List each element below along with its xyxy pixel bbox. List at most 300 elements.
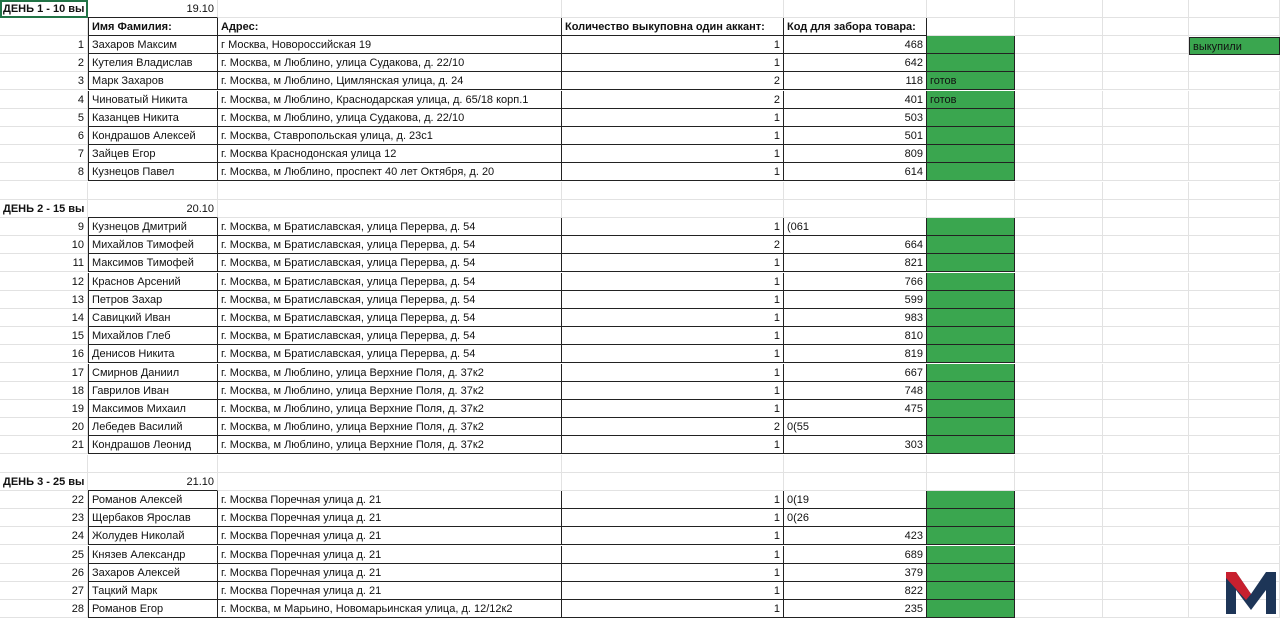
cell-empty[interactable]: [1015, 254, 1103, 272]
cell-quantity[interactable]: 1: [562, 582, 784, 600]
cell-empty[interactable]: [1103, 145, 1189, 163]
cell-empty[interactable]: [784, 473, 927, 491]
cell-empty[interactable]: [1189, 163, 1280, 181]
cell-empty[interactable]: [1189, 473, 1280, 491]
cell-empty[interactable]: [927, 200, 1015, 218]
cell-empty[interactable]: [1015, 18, 1103, 36]
cell-row-number[interactable]: 15: [0, 327, 88, 345]
cell-empty[interactable]: [784, 455, 927, 473]
cell-code[interactable]: 821: [784, 254, 927, 272]
cell-status[interactable]: [927, 36, 1015, 54]
cell-empty[interactable]: [1189, 327, 1280, 345]
cell-address[interactable]: г. Москва, м Люблино, улица Верхние Поля, д. 37к2: [218, 382, 562, 400]
cell-code[interactable]: 401: [784, 91, 927, 109]
cell-status[interactable]: [927, 600, 1015, 618]
cell-empty[interactable]: [1015, 236, 1103, 254]
cell-empty[interactable]: [927, 18, 1015, 36]
cell-quantity[interactable]: 1: [562, 364, 784, 382]
cell-code[interactable]: 614: [784, 163, 927, 181]
cell-code[interactable]: 379: [784, 564, 927, 582]
cell-name[interactable]: Максимов Тимофей: [88, 254, 218, 272]
cell-empty[interactable]: [1189, 72, 1280, 90]
cell-empty[interactable]: [1015, 327, 1103, 345]
cell-row-number[interactable]: 21: [0, 436, 88, 454]
cell-status[interactable]: готов: [927, 72, 1015, 90]
cell-empty[interactable]: [1015, 400, 1103, 418]
cell-empty[interactable]: [1015, 273, 1103, 291]
cell-empty[interactable]: [1015, 364, 1103, 382]
cell-name[interactable]: Чиноватый Никита: [88, 91, 218, 109]
cell-empty[interactable]: [1189, 54, 1280, 72]
cell-empty[interactable]: [562, 455, 784, 473]
cell-empty[interactable]: [1189, 455, 1280, 473]
cell-empty[interactable]: [1103, 0, 1189, 18]
cell-row-number[interactable]: 18: [0, 382, 88, 400]
cell-status[interactable]: [927, 145, 1015, 163]
cell-quantity[interactable]: 2: [562, 418, 784, 436]
cell-empty[interactable]: [1189, 509, 1280, 527]
cell-empty[interactable]: [1015, 72, 1103, 90]
cell-empty[interactable]: [1103, 345, 1189, 363]
cell-empty[interactable]: [1015, 382, 1103, 400]
cell-empty[interactable]: [1103, 109, 1189, 127]
column-header-code[interactable]: Код для забора товара:: [784, 18, 927, 36]
cell-empty[interactable]: [1189, 418, 1280, 436]
cell-empty[interactable]: [562, 200, 784, 218]
cell-address[interactable]: г. Москва Поречная улица д. 21: [218, 491, 562, 509]
cell-empty[interactable]: [1189, 382, 1280, 400]
cell-code[interactable]: 748: [784, 382, 927, 400]
cell-empty[interactable]: [927, 182, 1015, 200]
cell-empty[interactable]: [1189, 273, 1280, 291]
cell-empty[interactable]: [1189, 145, 1280, 163]
cell-address[interactable]: г. Москва, м Братиславская, улица Перерва, д. 54: [218, 291, 562, 309]
cell-address[interactable]: г. Москва, м Люблино, улица Верхние Поля, д. 37к2: [218, 418, 562, 436]
cell-empty[interactable]: [218, 200, 562, 218]
cell-quantity[interactable]: 2: [562, 91, 784, 109]
cell-quantity[interactable]: 1: [562, 127, 784, 145]
cell-empty[interactable]: [1103, 527, 1189, 545]
cell-name[interactable]: Захаров Максим: [88, 36, 218, 54]
cell-address[interactable]: г. Москва, м Братиславская, улица Перерва, д. 54: [218, 236, 562, 254]
cell-status[interactable]: [927, 291, 1015, 309]
cell-address[interactable]: г. Москва, м Люблино, Краснодарская улица, д. 65/18 корп.1: [218, 91, 562, 109]
cell-empty[interactable]: [1015, 309, 1103, 327]
cell-empty[interactable]: [1015, 564, 1103, 582]
cell-empty[interactable]: [1103, 291, 1189, 309]
cell-empty[interactable]: [1103, 127, 1189, 145]
cell-status[interactable]: [927, 109, 1015, 127]
cell-status[interactable]: [927, 527, 1015, 545]
cell-empty[interactable]: [1103, 509, 1189, 527]
cell-code[interactable]: 599: [784, 291, 927, 309]
cell-row-number[interactable]: 27: [0, 582, 88, 600]
cell-empty[interactable]: [1103, 18, 1189, 36]
column-header-address[interactable]: Адрес:: [218, 18, 562, 36]
cell-code[interactable]: 303: [784, 436, 927, 454]
cell-code[interactable]: 822: [784, 582, 927, 600]
cell-empty[interactable]: [1103, 400, 1189, 418]
cell-empty[interactable]: [1189, 345, 1280, 363]
cell-status[interactable]: [927, 327, 1015, 345]
cell-date[interactable]: 19.10: [88, 0, 218, 18]
cell-quantity[interactable]: 1: [562, 509, 784, 527]
cell-empty[interactable]: [784, 182, 927, 200]
cell-name[interactable]: Лебедев Василий: [88, 418, 218, 436]
cell-day-label[interactable]: [0, 455, 88, 473]
cell-status[interactable]: [927, 564, 1015, 582]
cell-empty[interactable]: [1103, 582, 1189, 600]
cell-empty[interactable]: [1103, 382, 1189, 400]
cell-name[interactable]: Кондрашов Алексей: [88, 127, 218, 145]
column-header-name[interactable]: Имя Фамилия:: [88, 18, 218, 36]
cell-empty[interactable]: [1015, 491, 1103, 509]
cell-empty[interactable]: [1015, 473, 1103, 491]
cell-status[interactable]: [927, 127, 1015, 145]
cell-name[interactable]: Кузнецов Павел: [88, 163, 218, 181]
cell-row-number[interactable]: 8: [0, 163, 88, 181]
cell-empty[interactable]: [1103, 491, 1189, 509]
cell-quantity[interactable]: 1: [562, 254, 784, 272]
cell-code[interactable]: 503: [784, 109, 927, 127]
cell-name[interactable]: Смирнов Даниил: [88, 364, 218, 382]
cell-status[interactable]: [927, 491, 1015, 509]
cell-quantity[interactable]: 1: [562, 291, 784, 309]
cell-name[interactable]: Казанцев Никита: [88, 109, 218, 127]
cell-code[interactable]: 819: [784, 345, 927, 363]
cell-address[interactable]: г. Москва, м Марьино, Новомарьинская улица, д. 12/12к2: [218, 600, 562, 618]
cell-empty[interactable]: [1015, 163, 1103, 181]
cell-address[interactable]: г. Москва Поречная улица д. 21: [218, 582, 562, 600]
cell-quantity[interactable]: 1: [562, 600, 784, 618]
cell-empty[interactable]: [218, 182, 562, 200]
cell-code[interactable]: 766: [784, 273, 927, 291]
cell-date[interactable]: 20.10: [88, 200, 218, 218]
cell-row-number[interactable]: 1: [0, 36, 88, 54]
cell-row-number[interactable]: 17: [0, 364, 88, 382]
cell-date[interactable]: 21.10: [88, 473, 218, 491]
cell-empty[interactable]: [927, 455, 1015, 473]
cell-quantity[interactable]: 1: [562, 436, 784, 454]
cell-empty[interactable]: [562, 473, 784, 491]
cell-row-number[interactable]: 19: [0, 400, 88, 418]
cell-empty[interactable]: [1103, 473, 1189, 491]
cell-status[interactable]: [927, 364, 1015, 382]
cell-address[interactable]: г. Москва, м Люблино, улица Судакова, д. 22/10: [218, 109, 562, 127]
cell-quantity[interactable]: 1: [562, 564, 784, 582]
cell-empty[interactable]: [1189, 436, 1280, 454]
cell-status[interactable]: готов: [927, 91, 1015, 109]
cell-row-number[interactable]: 5: [0, 109, 88, 127]
cell-empty[interactable]: [1189, 309, 1280, 327]
cell-name[interactable]: Романов Алексей: [88, 491, 218, 509]
cell-quantity[interactable]: 2: [562, 236, 784, 254]
cell-empty[interactable]: [562, 182, 784, 200]
cell-empty[interactable]: [1189, 91, 1280, 109]
cell-empty[interactable]: [927, 0, 1015, 18]
cell-name[interactable]: Кутелия Владислав: [88, 54, 218, 72]
cell-code[interactable]: 667: [784, 364, 927, 382]
cell-empty[interactable]: [1103, 218, 1189, 236]
cell-empty[interactable]: [1103, 327, 1189, 345]
cell-empty[interactable]: [1103, 455, 1189, 473]
cell-name[interactable]: Кондрашов Леонид: [88, 436, 218, 454]
cell-quantity[interactable]: 1: [562, 345, 784, 363]
cell-code[interactable]: 689: [784, 546, 927, 564]
cell-address[interactable]: г. Москва Краснодонская улица 12: [218, 145, 562, 163]
legend-done-cell[interactable]: выкупили: [1189, 37, 1280, 55]
cell-name[interactable]: Гаврилов Иван: [88, 382, 218, 400]
cell-empty[interactable]: [1189, 200, 1280, 218]
cell-address[interactable]: г. Москва, м Братиславская, улица Перерва, д. 54: [218, 273, 562, 291]
cell-empty[interactable]: [1189, 400, 1280, 418]
cell-empty[interactable]: [1189, 109, 1280, 127]
cell-status[interactable]: [927, 546, 1015, 564]
cell-empty[interactable]: [1189, 0, 1280, 18]
cell-empty[interactable]: [1189, 182, 1280, 200]
cell-address[interactable]: г. Москва, м Братиславская, улица Перерва, д. 54: [218, 327, 562, 345]
cell-empty[interactable]: [1015, 455, 1103, 473]
cell-day-label[interactable]: [0, 182, 88, 200]
cell-quantity[interactable]: 1: [562, 273, 784, 291]
cell-status[interactable]: [927, 254, 1015, 272]
cell-code[interactable]: 642: [784, 54, 927, 72]
cell-code[interactable]: 423: [784, 527, 927, 545]
cell-empty[interactable]: [784, 0, 927, 18]
cell-quantity[interactable]: 1: [562, 36, 784, 54]
cell-quantity[interactable]: 1: [562, 491, 784, 509]
cell-empty[interactable]: [1189, 491, 1280, 509]
cell-status[interactable]: [927, 582, 1015, 600]
cell-empty[interactable]: [1103, 600, 1189, 618]
cell-name[interactable]: Михайлов Тимофей: [88, 236, 218, 254]
cell-quantity[interactable]: 1: [562, 382, 784, 400]
cell-quantity[interactable]: 1: [562, 145, 784, 163]
cell-status[interactable]: [927, 436, 1015, 454]
cell-empty[interactable]: [1103, 72, 1189, 90]
cell-quantity[interactable]: 1: [562, 327, 784, 345]
cell-address[interactable]: г. Москва, м Люблино, Цимлянская улица, д. 24: [218, 72, 562, 90]
cell-row-number[interactable]: 4: [0, 91, 88, 109]
cell-empty[interactable]: [927, 473, 1015, 491]
cell-empty[interactable]: [562, 0, 784, 18]
cell-row-number[interactable]: 28: [0, 600, 88, 618]
cell-address[interactable]: г. Москва Поречная улица д. 21: [218, 509, 562, 527]
cell-row-number[interactable]: 3: [0, 72, 88, 90]
cell-empty[interactable]: [1015, 600, 1103, 618]
cell-address[interactable]: г. Москва Поречная улица д. 21: [218, 546, 562, 564]
cell-row-number[interactable]: 11: [0, 254, 88, 272]
cell-empty[interactable]: [1015, 418, 1103, 436]
cell-code[interactable]: 468: [784, 36, 927, 54]
cell-quantity[interactable]: 2: [562, 72, 784, 90]
cell-address[interactable]: г. Москва, м Люблино, улица Верхние Поля, д. 37к2: [218, 400, 562, 418]
cell-status[interactable]: [927, 218, 1015, 236]
cell-code[interactable]: 235: [784, 600, 927, 618]
cell-empty[interactable]: [1103, 546, 1189, 564]
cell-address[interactable]: г. Москва, м Братиславская, улица Перерва, д. 54: [218, 218, 562, 236]
cell-name[interactable]: Савицкий Иван: [88, 309, 218, 327]
cell-code[interactable]: (061: [784, 218, 927, 236]
cell-quantity[interactable]: 1: [562, 400, 784, 418]
cell-code[interactable]: 664: [784, 236, 927, 254]
cell-code[interactable]: 810: [784, 327, 927, 345]
cell-row-number[interactable]: 12: [0, 273, 88, 291]
cell-name[interactable]: Максимов Михаил: [88, 400, 218, 418]
cell-name[interactable]: Тацкий Марк: [88, 582, 218, 600]
cell-row-number[interactable]: 2: [0, 54, 88, 72]
cell-empty[interactable]: [1015, 145, 1103, 163]
cell-row-number[interactable]: 26: [0, 564, 88, 582]
cell-status[interactable]: [927, 163, 1015, 181]
cell-empty[interactable]: [1103, 182, 1189, 200]
cell-name[interactable]: Романов Егор: [88, 600, 218, 618]
cell-day-label[interactable]: ДЕНЬ 3 - 25 вы: [0, 473, 88, 491]
cell-empty[interactable]: [1103, 36, 1189, 54]
cell-row-number[interactable]: 25: [0, 546, 88, 564]
cell-address[interactable]: г. Москва, м Братиславская, улица Перерва, д. 54: [218, 309, 562, 327]
cell-empty[interactable]: [1015, 291, 1103, 309]
cell-empty[interactable]: [1103, 163, 1189, 181]
cell-code[interactable]: 0(26: [784, 509, 927, 527]
cell-quantity[interactable]: 1: [562, 109, 784, 127]
cell-empty[interactable]: [1015, 182, 1103, 200]
cell-empty[interactable]: [1103, 254, 1189, 272]
cell-empty[interactable]: [1103, 564, 1189, 582]
cell-status[interactable]: [927, 382, 1015, 400]
cell-empty[interactable]: [1103, 54, 1189, 72]
cell-code[interactable]: 118: [784, 72, 927, 90]
cell-row-number[interactable]: 22: [0, 491, 88, 509]
cell-code[interactable]: 0(55: [784, 418, 927, 436]
cell-empty[interactable]: [1015, 527, 1103, 545]
cell-status[interactable]: [927, 236, 1015, 254]
cell-address[interactable]: г. Москва, Ставропольская улица, д. 23с1: [218, 127, 562, 145]
cell-status[interactable]: [927, 309, 1015, 327]
cell-empty[interactable]: [784, 200, 927, 218]
cell-row-number[interactable]: 13: [0, 291, 88, 309]
cell-name[interactable]: Марк Захаров: [88, 72, 218, 90]
cell-empty[interactable]: [1189, 527, 1280, 545]
cell-empty[interactable]: [1189, 364, 1280, 382]
cell-empty[interactable]: [1015, 127, 1103, 145]
cell-status[interactable]: [927, 54, 1015, 72]
cell-empty[interactable]: [1103, 436, 1189, 454]
cell-empty[interactable]: [218, 455, 562, 473]
cell-row-number[interactable]: 7: [0, 145, 88, 163]
cell-address[interactable]: г. Москва, м Братиславская, улица Перерва, д. 54: [218, 345, 562, 363]
cell-empty[interactable]: [1015, 345, 1103, 363]
cell-name[interactable]: Краснов Арсений: [88, 273, 218, 291]
cell-row-number[interactable]: 23: [0, 509, 88, 527]
cell-empty[interactable]: [1189, 546, 1280, 564]
cell-day-label[interactable]: ДЕНЬ 1 - 10 вы: [0, 0, 88, 18]
cell-name[interactable]: Князев Александр: [88, 546, 218, 564]
cell-code[interactable]: 475: [784, 400, 927, 418]
cell-status[interactable]: [927, 273, 1015, 291]
cell-status[interactable]: [927, 400, 1015, 418]
column-header-quantity[interactable]: Количество выкуповна один аккант:: [562, 18, 784, 36]
cell-empty[interactable]: [1189, 291, 1280, 309]
cell-quantity[interactable]: 1: [562, 218, 784, 236]
cell-empty[interactable]: [1189, 236, 1280, 254]
cell-address[interactable]: г. Москва, м Люблино, улица Верхние Поля, д. 37к2: [218, 364, 562, 382]
cell-status[interactable]: [927, 418, 1015, 436]
cell-empty[interactable]: [1015, 582, 1103, 600]
cell-empty[interactable]: [1103, 200, 1189, 218]
cell-row-number[interactable]: 9: [0, 218, 88, 236]
cell-row-number[interactable]: 6: [0, 127, 88, 145]
cell-quantity[interactable]: 1: [562, 54, 784, 72]
cell-empty[interactable]: [1189, 254, 1280, 272]
cell-row-number[interactable]: 10: [0, 236, 88, 254]
cell-empty[interactable]: [0, 18, 88, 36]
cell-address[interactable]: г. Москва, м Люблино, улица Судакова, д. 22/10: [218, 54, 562, 72]
cell-row-number[interactable]: 16: [0, 345, 88, 363]
cell-status[interactable]: [927, 345, 1015, 363]
cell-status[interactable]: [927, 509, 1015, 527]
cell-address[interactable]: г. Москва Поречная улица д. 21: [218, 564, 562, 582]
cell-name[interactable]: Петров Захар: [88, 291, 218, 309]
cell-row-number[interactable]: 20: [0, 418, 88, 436]
cell-quantity[interactable]: 1: [562, 163, 784, 181]
cell-address[interactable]: г. Москва Поречная улица д. 21: [218, 527, 562, 545]
cell-empty[interactable]: [1015, 200, 1103, 218]
cell-address[interactable]: г. Москва, м Братиславская, улица Перерва, д. 54: [218, 254, 562, 272]
cell-address[interactable]: г. Москва, м Люблино, улица Верхние Поля, д. 37к2: [218, 436, 562, 454]
cell-name[interactable]: Зайцев Егор: [88, 145, 218, 163]
cell-row-number[interactable]: 24: [0, 527, 88, 545]
cell-code[interactable]: 0(19: [784, 491, 927, 509]
cell-code[interactable]: 983: [784, 309, 927, 327]
cell-quantity[interactable]: 1: [562, 546, 784, 564]
cell-quantity[interactable]: 1: [562, 309, 784, 327]
cell-quantity[interactable]: 1: [562, 527, 784, 545]
cell-name[interactable]: Денисов Никита: [88, 345, 218, 363]
cell-date[interactable]: [88, 182, 218, 200]
cell-empty[interactable]: [218, 473, 562, 491]
cell-name[interactable]: Щербаков Ярослав: [88, 509, 218, 527]
cell-empty[interactable]: [1015, 509, 1103, 527]
cell-address[interactable]: г Москва, Новороссийская 19: [218, 36, 562, 54]
cell-empty[interactable]: [1103, 309, 1189, 327]
cell-empty[interactable]: [218, 0, 562, 18]
cell-code[interactable]: 501: [784, 127, 927, 145]
cell-empty[interactable]: [1015, 54, 1103, 72]
cell-empty[interactable]: [1015, 218, 1103, 236]
cell-empty[interactable]: [1103, 91, 1189, 109]
cell-empty[interactable]: [1103, 273, 1189, 291]
cell-name[interactable]: Михайлов Глеб: [88, 327, 218, 345]
cell-empty[interactable]: [1103, 418, 1189, 436]
cell-empty[interactable]: [1015, 0, 1103, 18]
cell-name[interactable]: Кузнецов Дмитрий: [88, 218, 218, 236]
cell-day-label[interactable]: ДЕНЬ 2 - 15 вы: [0, 200, 88, 218]
cell-address[interactable]: г. Москва, м Люблино, проспект 40 лет Октября, д. 20: [218, 163, 562, 181]
cell-empty[interactable]: [1015, 546, 1103, 564]
cell-empty[interactable]: [1189, 218, 1280, 236]
cell-date[interactable]: [88, 455, 218, 473]
cell-empty[interactable]: [1015, 436, 1103, 454]
cell-row-number[interactable]: 14: [0, 309, 88, 327]
cell-empty[interactable]: [1015, 36, 1103, 54]
cell-code[interactable]: 809: [784, 145, 927, 163]
cell-empty[interactable]: [1103, 364, 1189, 382]
cell-empty[interactable]: [1015, 109, 1103, 127]
cell-name[interactable]: Жолудев Николай: [88, 527, 218, 545]
cell-name[interactable]: Захаров Алексей: [88, 564, 218, 582]
cell-empty[interactable]: [1015, 91, 1103, 109]
